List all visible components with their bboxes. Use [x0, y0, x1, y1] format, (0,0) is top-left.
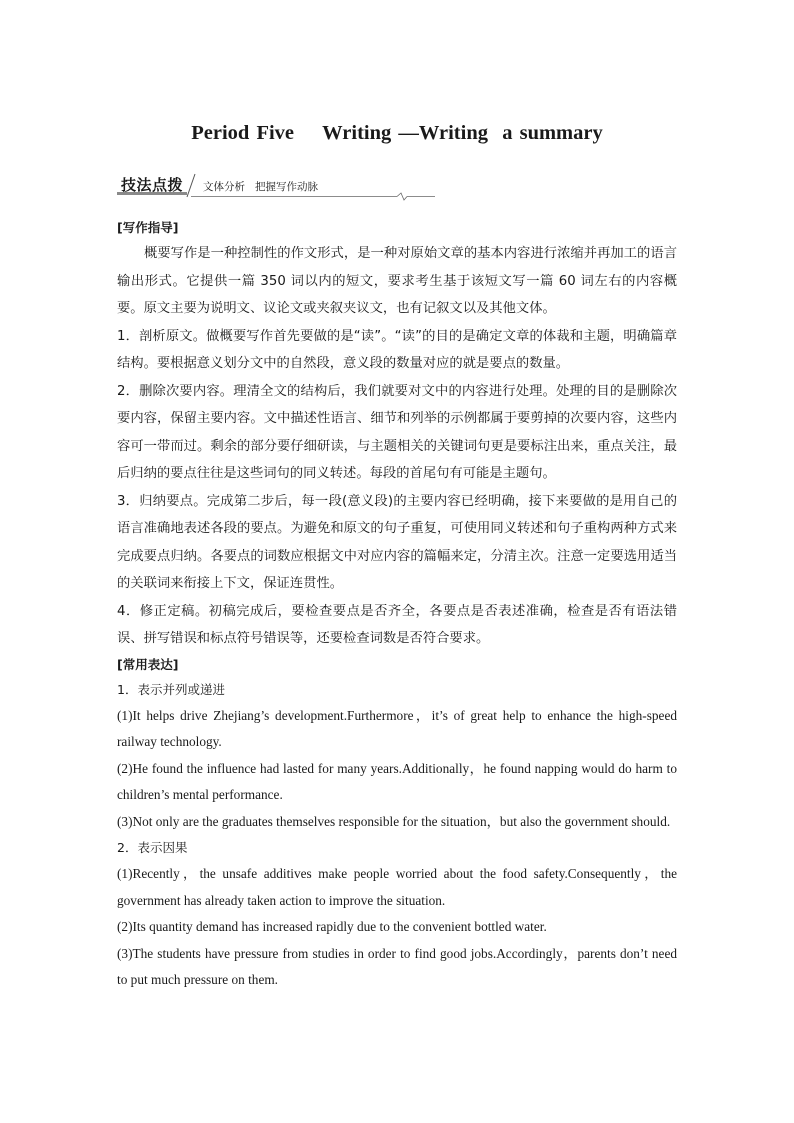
writing-step: 4．修正定稿。初稿完成后，要检查要点是否齐全，各要点是否表述准确，检查是否有语法错误、拼写错误和标点符号错误等，还要检查词数是否符合要求。 [117, 603, 677, 646]
writing-guide-intro: 概要写作是一种控制性的作文形式，是一种对原始文章的基本内容进行浓缩并再加工的语言输出形式。它提供一篇 350 词以内的短文，要求考生基于该短文写一篇 60 词左右的内容概要。原文主要为说明文、议论文或夹叙夹议文，也有记叙文以及其他文体。 [117, 246, 677, 316]
expression-group-heading: 1．表示并列或递进 [117, 681, 225, 697]
page-title: Period Five Writing —Writing a summary [191, 122, 603, 144]
example-sentence: (1)Recently，the unsafe additives make people worried about the food safety.Consequently，the government has already taken action to improve the situation. [117, 866, 677, 908]
writing-step: 2．删除次要内容。理清全文的结构后，我们就要对文中的内容进行处理。处理的目的是删除次要内容，保留主要内容。文中描述性语言、细节和列举的示例都属于要剪掉的次要内容，这些内容可一带而过。剩余的部分要仔细研读，与主题相关的关键词句更是要标注出来，重点关注，最后归纳的要点往往是这些词句的同义转述。每段的首尾句有可能是主题句。 [117, 383, 677, 481]
example-sentence: (2)He found the influence had lasted for many years.Additionally，he found napping would do harm to children’s mental performance. [117, 760, 677, 802]
main-content [117, 216, 677, 994]
writing-step: 1．剖析原文。做概要写作首先要做的是“读”。“读”的目的是确定文章的体裁和主题，明确篇章结构。要根据意义划分文中的自然段，意义段的数量对应的就是要点的数量。 [117, 328, 677, 371]
section-banner [117, 172, 437, 202]
banner-subtitle: 文体分析 把握写作动脉 [203, 181, 319, 193]
writing-guide-heading: [写作指导] [117, 220, 179, 235]
example-sentence: (1)It helps drive Zhejiang’s development.Furthermore，it’s of great help to enhance the high-speed railway technology. [117, 707, 677, 749]
example-sentence: (3)Not only are the graduates themselves responsible for the situation，but also the government should. [117, 813, 671, 829]
example-sentence: (3)The students have pressure from studies in order to find good jobs.Accordingly，parents don’t need to put much pressure on them. [117, 945, 677, 987]
common-expressions-heading: [常用表达] [117, 656, 179, 672]
example-sentence: (2)Its quantity demand has increased rapidly due to the convenient bottled water. [117, 919, 547, 934]
banner-label: 技法点拨 [121, 176, 184, 194]
writing-step: 3．归纳要点。完成第二步后，每一段(意义段)的主要内容已经明确，接下来要做的是用自己的语言准确地表述各段的要点。为避免和原文的句子重复，可使用同义转述和句子重构两种方式来完成要点归纳。各要点的词数应根据文中对应内容的篇幅来定，分清主次。注意一定要选用适当的关联词来衔接上下文，保证连贯性。 [117, 493, 677, 591]
expression-group-heading: 2．表示因果 [117, 840, 188, 855]
